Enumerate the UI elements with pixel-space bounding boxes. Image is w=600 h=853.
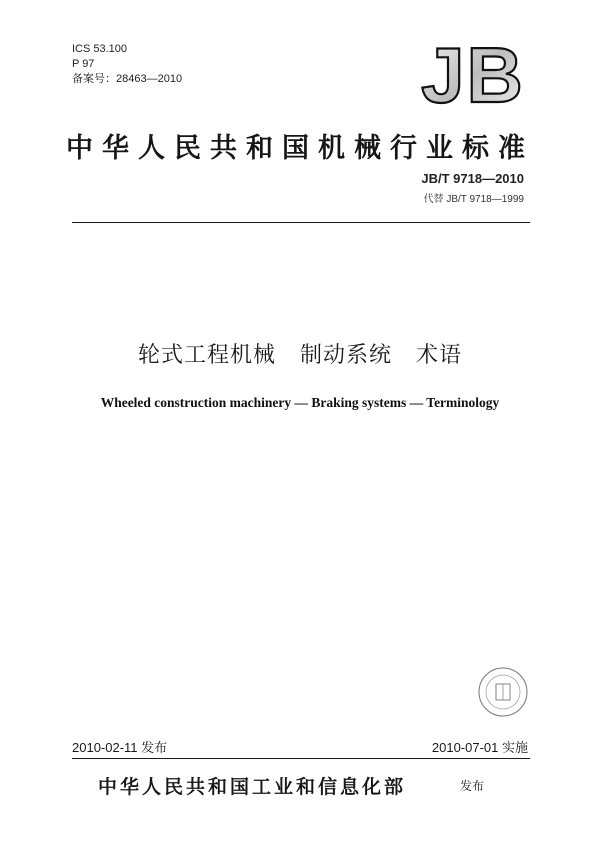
replaces-standard: 代替 JB/T 9718—1999 — [423, 194, 524, 205]
standard-number: JB/T 9718—2010 — [421, 171, 524, 186]
top-divider — [72, 222, 530, 223]
ics-code: ICS 53.100 — [72, 43, 128, 55]
library-stamp-icon — [476, 665, 530, 719]
document-title-en: Wheeled construction machinery — Braking systems — Terminology — [100, 395, 500, 410]
bottom-divider — [72, 758, 530, 759]
publish-label: 发布 — [460, 779, 485, 793]
publisher-name: 中华人民共和国工业和信息化部 — [98, 776, 407, 798]
issue-date: 2010-02-11 发布 — [72, 740, 168, 755]
jb-logo — [418, 38, 528, 110]
document-title-cn: 轮式工程机械 制动系统 术语 — [138, 343, 462, 368]
classification-code: P 97 — [72, 58, 95, 70]
jb-logo-text: JB — [421, 38, 525, 110]
filing-number: 备案号：28463—2010 — [72, 73, 183, 85]
org-title: 中华人民共和国机械行业标准 — [66, 133, 534, 164]
implementation-date: 2010-07-01 实施 — [431, 740, 528, 755]
